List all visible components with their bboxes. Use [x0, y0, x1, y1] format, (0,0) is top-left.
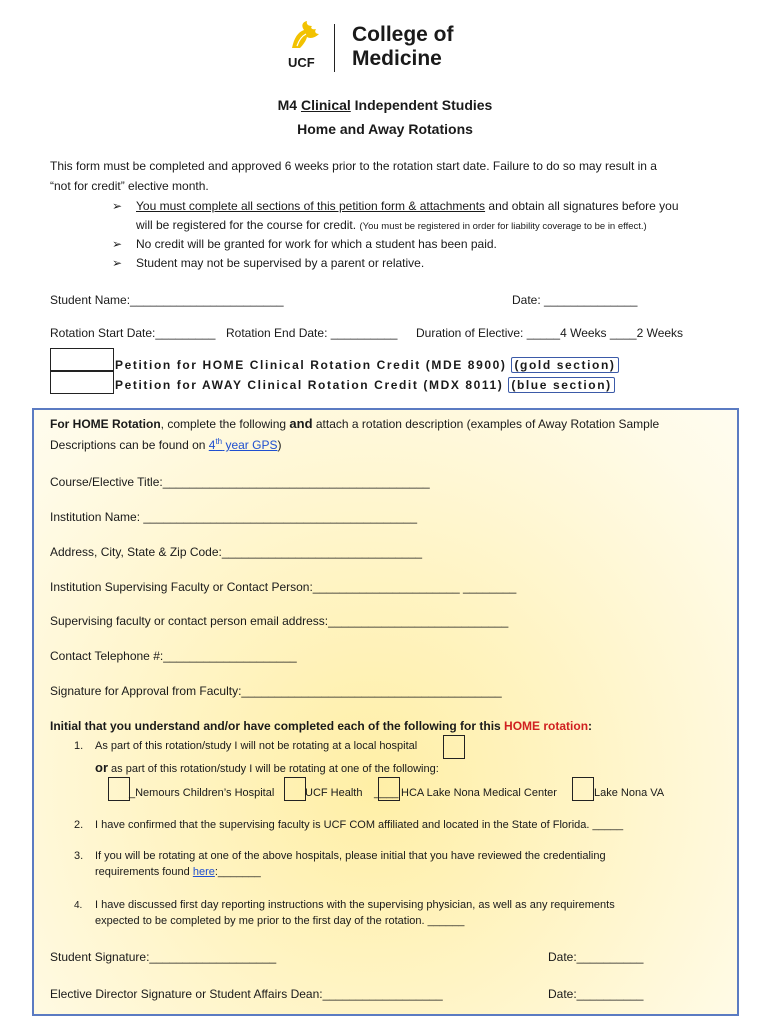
credentialing-link[interactable]: here [192, 866, 215, 878]
address-field[interactable]: Address, City, State & Zip Code:______________________________ [50, 545, 423, 559]
nemours-label: _Nemours Children’s Hospital [129, 787, 275, 799]
away-petition-text: Petition for AWAY Clinical Rotation Credit (MDX 8011) [115, 378, 504, 392]
home-petition-text: Petition for HOME Clinical Rotation Credit (MDE 8900) [115, 358, 507, 372]
faculty-signature-field[interactable]: Signature for Approval from Faculty:_______________________________________ [50, 684, 502, 698]
away-petition-label [115, 378, 615, 393]
rotation-end-field[interactable]: Rotation End Date: __________ [226, 326, 398, 340]
blue-section-tag: (blue section) [508, 377, 614, 393]
item1-or-line [95, 760, 439, 777]
item3-number: 3. [74, 850, 84, 862]
page-title-line1 [0, 97, 770, 115]
title-underlined: Clinical [300, 97, 351, 113]
bullet-arrow-icon: ➢ [112, 256, 123, 270]
bullet-arrow-icon: ➢ [112, 199, 123, 213]
bullet-1-underlined: You must complete all sections of this petition form & attachments [136, 199, 486, 213]
logo-line2: Medicine [352, 47, 442, 70]
director-date-field[interactable]: Date:__________ [548, 987, 644, 1001]
nemours-checkbox[interactable] [108, 777, 130, 801]
item3-post[interactable]: :_______ [214, 866, 261, 878]
faculty-email-field[interactable]: Supervising faculty or contact person email address:___________________________ [50, 614, 509, 628]
title-suffix: Independent Studies [350, 97, 493, 113]
date-field[interactable]: Date: ______________ [512, 293, 638, 307]
va-checkbox[interactable] [572, 777, 594, 801]
title-prefix: M4 [277, 97, 301, 113]
item2-number: 2. [74, 819, 84, 831]
rotation-start-field[interactable]: Rotation Start Date:_________ [50, 326, 216, 340]
bullet-1-line2 [136, 218, 647, 233]
item3-line2 [95, 866, 261, 880]
item3-line1: If you will be rotating at one of the above hospitals, please initial that you have reviewed the credentialing [95, 850, 606, 862]
intro-line2: “not for credit” elective month. [50, 179, 209, 193]
bullet-1-rest: and obtain all signatures before you [485, 199, 679, 213]
home-intro-bold: For HOME Rotation [50, 417, 161, 431]
initial-home-rotation: HOME rotation [504, 719, 589, 733]
bullet-arrow-icon: ➢ [112, 237, 123, 251]
bullet-1-note: (You must be registered in order for liability coverage to be in effect.) [359, 221, 647, 232]
course-title-field[interactable]: Course/Elective Title:________________________________________ [50, 475, 430, 489]
institution-name-field[interactable]: Institution Name: _________________________________________ [50, 510, 418, 524]
item2-text[interactable]: I have confirmed that the supervising faculty is UCF COM affiliated and located in the State of Florida. _____ [95, 819, 624, 831]
home-intro-line1 [50, 416, 659, 432]
initial-instructions [50, 719, 592, 734]
or-word: or [95, 760, 108, 775]
logo-line1: College of [352, 23, 454, 46]
home-intro-and: and [289, 416, 313, 431]
home-intro-line2-pre: Descriptions can be found on [50, 438, 209, 452]
item3-pre: requirements found [95, 866, 193, 878]
bullet-2: No credit will be granted for work for which a student has been paid. [136, 237, 497, 251]
initial-colon: : [588, 719, 593, 733]
duration-field[interactable]: Duration of Elective: _____4 Weeks ____2 Weeks [416, 326, 684, 340]
hca-blank: ____ [374, 787, 399, 799]
initial-text: Initial that you understand and/or have completed each of the following for this [50, 719, 505, 733]
page-title-line2: Home and Away Rotations [297, 121, 473, 137]
bullet-1 [136, 199, 679, 214]
item4-line1: I have discussed first day reporting instructions with the supervising physician, as well as any requirements [95, 899, 615, 911]
hca-checkbox[interactable] [378, 777, 400, 801]
ucf-health-label: UCF Health [305, 787, 363, 799]
student-date-field[interactable]: Date:__________ [548, 950, 644, 964]
gps-link[interactable]: 4th year GPS [208, 437, 278, 452]
gold-section-tag: (gold section) [511, 357, 618, 373]
item1-text: As part of this rotation/study I will not be rotating at a local hospital [95, 740, 418, 752]
or-rest: as part of this rotation/study I will be rotating at one of the following: [108, 763, 439, 775]
va-label: Lake Nona VA [594, 787, 665, 799]
home-petition-checkbox[interactable] [50, 348, 114, 371]
item4-line2[interactable]: expected to be completed by me prior to the first day of the rotation. ______ [95, 915, 465, 927]
pegasus-icon [288, 20, 322, 52]
item4-number: 4. [74, 900, 83, 911]
bullet-1-line2-text: will be registered for the course for credit. [136, 218, 357, 232]
hca-label: HCA Lake Nona Medical Center [401, 787, 557, 799]
local-hospital-checkbox[interactable] [443, 735, 465, 759]
student-signature-field[interactable]: Student Signature:___________________ [50, 950, 277, 964]
intro-line1: This form must be completed and approved 6 weeks prior to the rotation start date. Failure to do so may result in a [50, 159, 657, 173]
home-intro-rest: attach a rotation description (examples of Away Rotation Sample [312, 417, 660, 431]
home-petition-label [115, 358, 619, 373]
home-intro-line2-post: ) [277, 438, 282, 452]
ucf-health-checkbox[interactable] [284, 777, 306, 801]
home-intro-mid: , complete the following [160, 417, 290, 431]
away-petition-checkbox[interactable] [50, 371, 114, 394]
logo-divider [334, 24, 335, 72]
home-intro-line2 [50, 437, 281, 453]
logo-ucf-text: UCF [288, 55, 315, 70]
student-name-field[interactable]: Student Name:_______________________ [50, 293, 284, 307]
bullet-3: Student may not be supervised by a parent or relative. [136, 256, 425, 270]
director-signature-field[interactable]: Elective Director Signature or Student Affairs Dean:__________________ [50, 987, 443, 1001]
supervising-faculty-field[interactable]: Institution Supervising Faculty or Contact Person:______________________ ________ [50, 580, 517, 594]
contact-phone-field[interactable]: Contact Telephone #:____________________ [50, 649, 297, 663]
item1-number: 1. [74, 740, 84, 752]
